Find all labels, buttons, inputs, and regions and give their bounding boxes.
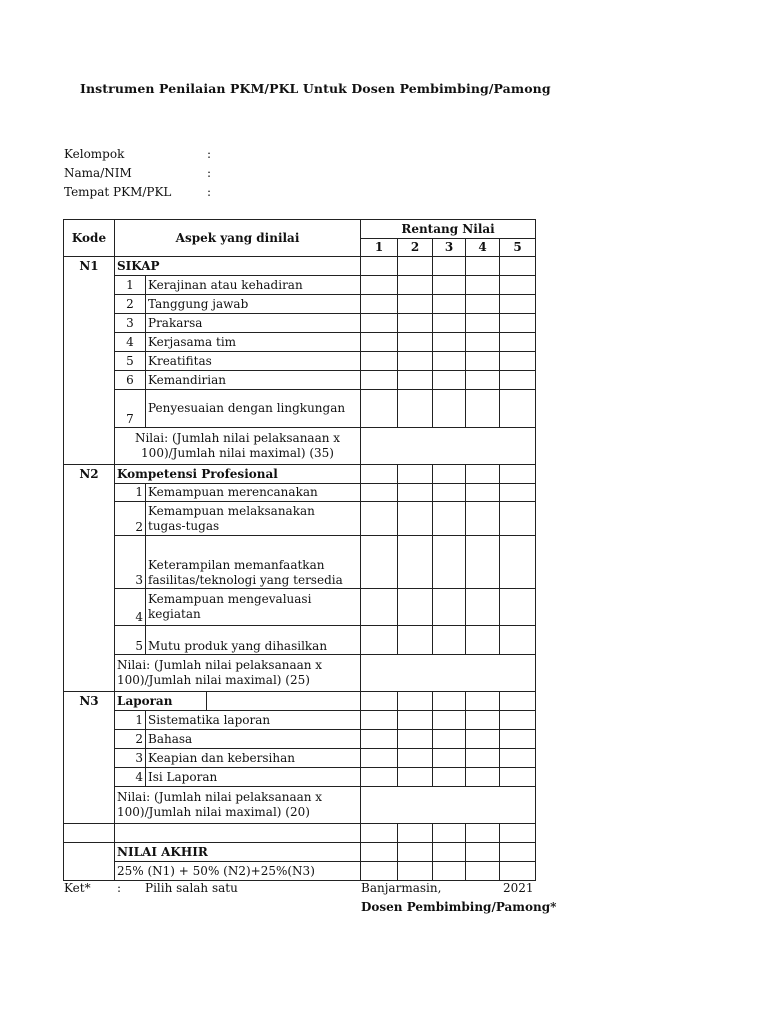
item-text: [146, 626, 361, 655]
score-cell[interactable]: [433, 768, 466, 787]
score-cell[interactable]: [466, 465, 500, 484]
final-cell[interactable]: [433, 862, 466, 881]
score-cell[interactable]: [500, 465, 536, 484]
item-text: Kemandirian: [146, 371, 361, 390]
scale-5: 5: [500, 239, 536, 257]
nilai-value-n2[interactable]: [361, 655, 536, 692]
section-title-n2: Kompetensi Profesional: [115, 465, 361, 484]
score-cell[interactable]: [466, 502, 500, 536]
empty-cell: [361, 824, 398, 843]
section-code-n1: N1: [64, 257, 115, 465]
final-cell[interactable]: [433, 843, 466, 862]
empty-cell: [64, 824, 115, 843]
score-cell[interactable]: [361, 692, 398, 711]
empty-cell: [398, 824, 433, 843]
score-cell[interactable]: [361, 371, 398, 390]
score-cell[interactable]: [466, 711, 500, 730]
score-cell[interactable]: [433, 371, 466, 390]
score-cell[interactable]: [466, 536, 500, 589]
score-cell[interactable]: [398, 352, 433, 371]
section-title-n1: SIKAP: [115, 257, 361, 276]
item-text: Bahasa: [146, 730, 361, 749]
item-line: Kemampuan mengevaluasi: [148, 592, 312, 606]
score-cell[interactable]: [500, 711, 536, 730]
item-line: Kemampuan melaksanakan: [148, 503, 315, 518]
final-cell[interactable]: [398, 862, 433, 881]
section-code-n3: N3: [64, 692, 115, 824]
score-cell[interactable]: [398, 749, 433, 768]
score-cell[interactable]: [500, 536, 536, 589]
score-cell[interactable]: [433, 257, 466, 276]
item-number: 2: [115, 295, 146, 314]
score-cell[interactable]: [398, 502, 433, 536]
score-cell[interactable]: [433, 276, 466, 295]
item-number: 1: [115, 484, 146, 502]
empty-cell: [466, 824, 500, 843]
score-cell[interactable]: [361, 749, 398, 768]
item-text: [146, 502, 361, 536]
score-cell[interactable]: [466, 390, 500, 428]
score-cell[interactable]: [466, 314, 500, 333]
score-cell[interactable]: [361, 730, 398, 749]
nilai-line: 100)/Jumlah nilai maximal) (35): [141, 446, 334, 460]
item-number: 7: [115, 390, 146, 428]
score-cell[interactable]: [361, 711, 398, 730]
field-nama-nim: [64, 166, 212, 180]
header-aspek: Aspek yang dinilai: [115, 220, 361, 257]
empty-cell: [433, 824, 466, 843]
item-number: 4: [115, 768, 146, 787]
scale-2: 2: [398, 239, 433, 257]
score-cell[interactable]: [361, 768, 398, 787]
score-cell[interactable]: [433, 589, 466, 626]
score-cell[interactable]: [500, 749, 536, 768]
score-cell[interactable]: [361, 536, 398, 589]
empty-cell: [115, 824, 361, 843]
final-cell[interactable]: [361, 843, 398, 862]
item-number: 4: [115, 589, 146, 626]
score-cell[interactable]: [361, 589, 398, 626]
field-kelompok: [64, 147, 212, 161]
score-cell[interactable]: [398, 536, 433, 589]
ket-colon: :: [117, 881, 122, 895]
header-rentang: Rentang Nilai: [361, 220, 536, 239]
item-text: [146, 536, 361, 589]
score-cell[interactable]: [361, 352, 398, 371]
field-label: Kelompok: [64, 147, 125, 161]
score-cell[interactable]: [398, 295, 433, 314]
score-cell[interactable]: [433, 484, 466, 502]
score-cell[interactable]: [398, 484, 433, 502]
scale-4: 4: [466, 239, 500, 257]
score-cell[interactable]: [500, 276, 536, 295]
ket-text: Pilih salah satu: [145, 881, 238, 895]
final-cell[interactable]: [398, 843, 433, 862]
score-cell[interactable]: [433, 730, 466, 749]
item-line: Kemampuan merencanakan: [148, 485, 318, 499]
score-cell[interactable]: [433, 502, 466, 536]
item-text: Isi Laporan: [146, 768, 361, 787]
score-cell[interactable]: [500, 333, 536, 352]
item-number: 5: [115, 352, 146, 371]
item-line: Mutu produk yang dihasilkan: [148, 639, 328, 653]
item-number: 5: [115, 626, 146, 655]
nilai-formula-n2: [115, 655, 361, 692]
item-number: 2: [115, 730, 146, 749]
score-cell[interactable]: [361, 276, 398, 295]
item-line: tugas-tugas: [148, 518, 220, 533]
score-cell[interactable]: [500, 692, 536, 711]
final-cell[interactable]: [500, 862, 536, 881]
score-cell[interactable]: [433, 749, 466, 768]
score-cell[interactable]: [398, 730, 433, 749]
final-cell[interactable]: [500, 843, 536, 862]
score-cell[interactable]: [500, 730, 536, 749]
score-cell[interactable]: [361, 333, 398, 352]
assessment-table: [63, 219, 536, 881]
item-number: 4: [115, 333, 146, 352]
item-text: Sistematika laporan: [146, 711, 361, 730]
score-cell[interactable]: [466, 295, 500, 314]
item-line: fasilitas/teknologi yang tersedia: [148, 573, 343, 587]
item-number: 6: [115, 371, 146, 390]
score-cell[interactable]: [398, 314, 433, 333]
item-text: Kerajinan atau kehadiran: [146, 276, 361, 295]
scale-1: 1: [361, 239, 398, 257]
score-cell[interactable]: [361, 502, 398, 536]
nilai-formula-n3: [115, 787, 361, 824]
score-cell[interactable]: [500, 390, 536, 428]
nilai-line: Nilai: (Jumlah nilai pelaksanaan x: [117, 658, 323, 672]
score-cell[interactable]: [398, 692, 433, 711]
item-text: Kerjasama tim: [146, 333, 361, 352]
score-cell[interactable]: [500, 371, 536, 390]
score-cell[interactable]: [466, 276, 500, 295]
score-cell[interactable]: [433, 390, 466, 428]
empty-cell: [500, 824, 536, 843]
final-cell[interactable]: [466, 843, 500, 862]
nilai-line: 100)/Jumlah nilai maximal) (25): [117, 673, 310, 687]
score-cell[interactable]: [433, 692, 466, 711]
empty-cell: [207, 692, 361, 711]
field-label: Tempat PKM/PKL: [64, 185, 172, 199]
field-colon: :: [207, 166, 212, 180]
field-label: Nama/NIM: [64, 166, 132, 180]
item-text: Tanggung jawab: [146, 295, 361, 314]
section-code-n2: N2: [64, 465, 115, 692]
score-cell[interactable]: [433, 626, 466, 655]
final-cell[interactable]: [466, 862, 500, 881]
score-cell[interactable]: [433, 295, 466, 314]
score-cell[interactable]: [398, 768, 433, 787]
section-title-n3: Laporan: [115, 692, 207, 711]
score-cell[interactable]: [500, 352, 536, 371]
item-text: Penyesuaian dengan lingkungan: [146, 390, 361, 428]
field-colon: :: [207, 147, 212, 161]
header-kode: Kode: [64, 220, 115, 257]
score-cell[interactable]: [466, 371, 500, 390]
field-tempat: [64, 185, 212, 199]
year-label: 2021: [503, 881, 534, 895]
score-cell[interactable]: [398, 333, 433, 352]
score-cell[interactable]: [466, 730, 500, 749]
score-cell[interactable]: [466, 626, 500, 655]
score-cell[interactable]: [361, 465, 398, 484]
field-colon: :: [207, 185, 212, 199]
nilai-line: 100)/Jumlah nilai maximal) (20): [117, 805, 310, 819]
score-cell[interactable]: [466, 484, 500, 502]
score-cell[interactable]: [361, 314, 398, 333]
score-cell[interactable]: [500, 314, 536, 333]
nilai-value-n3[interactable]: [361, 787, 536, 824]
score-cell[interactable]: [466, 768, 500, 787]
score-cell[interactable]: [433, 352, 466, 371]
score-cell[interactable]: [466, 749, 500, 768]
empty-cell: [64, 843, 115, 881]
item-number: 3: [115, 749, 146, 768]
item-line: kegiatan: [148, 607, 201, 621]
score-cell[interactable]: [433, 711, 466, 730]
nilai-value-n1[interactable]: [361, 428, 536, 465]
score-cell[interactable]: [500, 502, 536, 536]
score-cell[interactable]: [398, 257, 433, 276]
item-number: 3: [115, 536, 146, 589]
score-cell[interactable]: [398, 465, 433, 484]
item-number: 1: [115, 276, 146, 295]
score-cell[interactable]: [398, 711, 433, 730]
score-cell[interactable]: [500, 295, 536, 314]
score-cell[interactable]: [500, 626, 536, 655]
score-cell[interactable]: [433, 536, 466, 589]
scale-3: 3: [433, 239, 466, 257]
score-cell[interactable]: [361, 484, 398, 502]
item-number: 3: [115, 314, 146, 333]
score-cell[interactable]: [398, 589, 433, 626]
score-cell[interactable]: [398, 276, 433, 295]
item-text: [146, 589, 361, 626]
final-title: NILAI AKHIR: [115, 843, 361, 862]
nilai-line: Nilai: (Jumlah nilai pelaksanaan x: [117, 790, 323, 804]
score-cell[interactable]: [466, 692, 500, 711]
score-cell[interactable]: [361, 390, 398, 428]
score-cell[interactable]: [398, 371, 433, 390]
signer-title: Dosen Pembimbing/Pamong*: [361, 900, 557, 914]
final-formula: 25% (N1) + 50% (N2)+25%(N3): [115, 862, 361, 881]
score-cell[interactable]: [466, 333, 500, 352]
score-cell[interactable]: [466, 352, 500, 371]
ket-label: Ket*: [64, 881, 91, 895]
score-cell[interactable]: [500, 257, 536, 276]
document-title: Instrumen Penilaian PKM/PKL Untuk Dosen Pembimbing/Pamong: [80, 81, 551, 96]
score-cell[interactable]: [433, 465, 466, 484]
item-text: Prakarsa: [146, 314, 361, 333]
score-cell[interactable]: [398, 626, 433, 655]
nilai-formula-n1: [115, 428, 361, 465]
score-cell[interactable]: [361, 257, 398, 276]
score-cell[interactable]: [433, 333, 466, 352]
item-number: 2: [115, 502, 146, 536]
final-cell[interactable]: [361, 862, 398, 881]
score-cell[interactable]: [500, 589, 536, 626]
score-cell[interactable]: [398, 390, 433, 428]
score-cell[interactable]: [466, 589, 500, 626]
score-cell[interactable]: [433, 314, 466, 333]
score-cell[interactable]: [466, 257, 500, 276]
place-label: Banjarmasin,: [361, 881, 442, 895]
item-text: Keapian dan kebersihan: [146, 749, 361, 768]
item-text: [146, 484, 361, 502]
item-number: 1: [115, 711, 146, 730]
score-cell[interactable]: [361, 295, 398, 314]
item-text: Kreatifitas: [146, 352, 361, 371]
score-cell[interactable]: [361, 626, 398, 655]
score-cell[interactable]: [500, 768, 536, 787]
score-cell[interactable]: [500, 484, 536, 502]
nilai-line: Nilai: (Jumlah nilai pelaksanaan x: [134, 431, 341, 445]
item-line: Keterampilan memanfaatkan: [148, 558, 325, 572]
